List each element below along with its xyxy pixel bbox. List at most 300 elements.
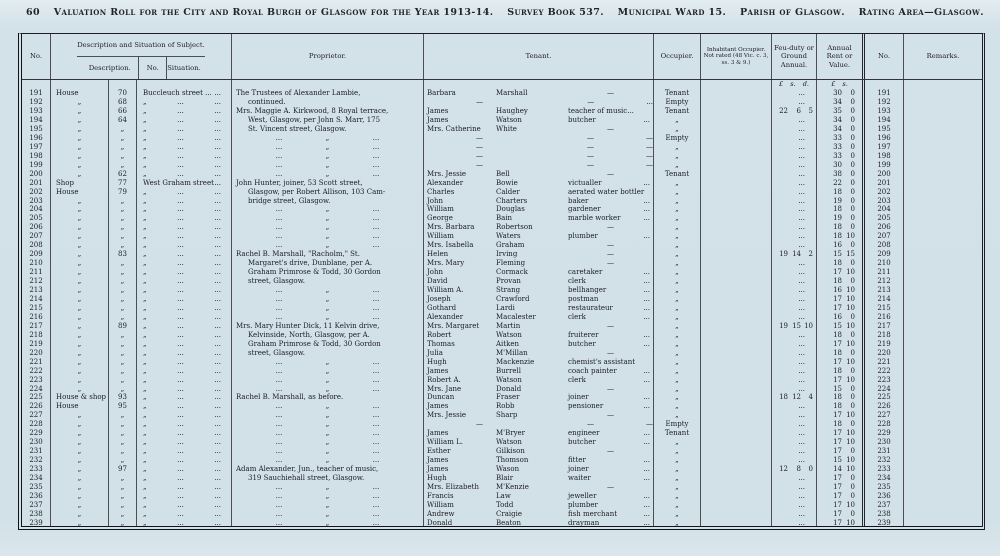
- cell-inhabitant-occupier: [701, 474, 772, 483]
- cell-description: „: [51, 170, 109, 179]
- cell-no2: 208: [862, 241, 904, 250]
- col-header-remarks: Remarks.: [926, 52, 960, 61]
- cell-remarks: [904, 510, 982, 519]
- cell-annual-rent: 17 0: [833, 509, 855, 518]
- cell-description: „: [51, 384, 109, 393]
- cell-feu-duty: ...: [772, 438, 817, 447]
- cell-no: 232: [22, 456, 51, 465]
- cell-tenant: — — —: [424, 134, 654, 143]
- cell-occupier: „: [654, 179, 701, 188]
- table-row: [22, 89, 982, 98]
- cell-description: House: [51, 187, 109, 196]
- cell-description: „: [51, 456, 109, 465]
- cell-situation: „ ... ...: [137, 295, 232, 304]
- cell-description: „: [51, 98, 109, 107]
- cell-no: 231: [22, 447, 51, 456]
- cell-occupier: Tenant: [654, 170, 701, 179]
- cell-annual-rent: 19 0: [833, 214, 855, 223]
- cell-tenant: James Robb pensioner ...: [424, 402, 654, 411]
- cell-tenant: — — —: [424, 152, 654, 161]
- cell-occupier: „: [654, 519, 701, 528]
- cell-no2: 195: [862, 125, 904, 134]
- table-row: [22, 384, 982, 393]
- cell-no: 233: [22, 465, 51, 474]
- cell-annual-rent: 17 0: [833, 474, 855, 483]
- cell-situation: „ ... ...: [137, 402, 232, 411]
- cell-proprietor: ... „ ...: [232, 483, 424, 492]
- cell-inhabitant-occupier: [701, 259, 772, 268]
- cell-feu-duty: ...: [772, 510, 817, 519]
- cell-situation: „ ... ...: [137, 519, 232, 528]
- cell-occupier: „: [654, 358, 701, 367]
- table-row: [22, 483, 982, 492]
- cell-no2: 225: [862, 393, 904, 402]
- cell-remarks: [904, 250, 982, 259]
- cell-no2: 210: [862, 259, 904, 268]
- cell-tenant: James Watson butcher ...: [424, 116, 654, 125]
- cell-feu-duty: 12 8 0: [772, 465, 817, 474]
- cell-inhabitant-occupier: [701, 501, 772, 510]
- cell-proprietor: ... „ ...: [232, 214, 424, 223]
- cell-feu-duty: ...: [772, 447, 817, 456]
- cell-street-no: „: [109, 152, 137, 161]
- col-header-description: Description.: [81, 57, 139, 79]
- cell-situation: „ ... ...: [137, 438, 232, 447]
- cell-no: 207: [22, 232, 51, 241]
- cell-annual-rent: 34 0: [833, 124, 855, 133]
- cell-feu-duty: ...: [772, 241, 817, 250]
- cell-tenant: Mrs. Mary Fleming —: [424, 259, 654, 268]
- cell-feu-duty: ...: [772, 295, 817, 304]
- cell-situation: „ ... ...: [137, 465, 232, 474]
- cell-description: „: [51, 501, 109, 510]
- cell-no: 195: [22, 125, 51, 134]
- cell-feu-duty: ...: [772, 89, 817, 98]
- cell-proprietor: ... „ ...: [232, 143, 424, 152]
- cell-no2: 222: [862, 367, 904, 376]
- cell-situation: „ ... ...: [137, 268, 232, 277]
- cell-proprietor: ... „ ...: [232, 223, 424, 232]
- table-row: [22, 286, 982, 295]
- cell-situation: „ ... ...: [137, 250, 232, 259]
- cell-situation: „ ... ...: [137, 331, 232, 340]
- rating-area: Rating Area—Glasgow.: [858, 7, 984, 18]
- table-row: [22, 331, 982, 340]
- cell-inhabitant-occupier: [701, 358, 772, 367]
- cell-remarks: [904, 501, 982, 510]
- cell-no: 199: [22, 161, 51, 170]
- cell-situation: Buccleuch street ... ...: [137, 89, 232, 98]
- cell-remarks: [904, 393, 982, 402]
- cell-annual-rent: 17 0: [833, 483, 855, 492]
- cell-no: 215: [22, 304, 51, 313]
- cell-description: „: [51, 268, 109, 277]
- cell-no2: 230: [862, 438, 904, 447]
- cell-tenant: Charles Calder aerated water bottler: [424, 187, 654, 196]
- cell-tenant: Mrs. Jane Donald —: [424, 384, 654, 393]
- col-header-no2: No.: [862, 34, 904, 79]
- cell-situation: „ ... ...: [137, 143, 232, 152]
- page-header: [0, 7, 1000, 18]
- table-body: [22, 89, 982, 528]
- cell-inhabitant-occupier: [701, 98, 772, 107]
- cell-occupier: „: [654, 349, 701, 358]
- cell-situation: „ ... ...: [137, 393, 232, 402]
- col-header-no: No.: [22, 34, 51, 79]
- table-row: [22, 340, 982, 349]
- cell-no2: 237: [862, 501, 904, 510]
- cell-tenant: Robert A. Watson clerk ...: [424, 376, 654, 385]
- cell-description: „: [51, 474, 109, 483]
- cell-street-no: „: [109, 358, 137, 367]
- cell-inhabitant-occupier: [701, 286, 772, 295]
- cell-occupier: „: [654, 501, 701, 510]
- cell-feu-duty: ...: [772, 376, 817, 385]
- cell-feu-duty: ...: [772, 358, 817, 367]
- cell-no: 218: [22, 331, 51, 340]
- cell-situation: „ ... ...: [137, 125, 232, 134]
- table-row: [22, 107, 982, 116]
- cell-annual-rent: 17 0: [833, 447, 855, 456]
- cell-proprietor: ... „ ...: [232, 429, 424, 438]
- cell-occupier: „: [654, 483, 701, 492]
- cell-proprietor: ... „ ...: [232, 510, 424, 519]
- cell-street-no: „: [109, 411, 137, 420]
- cell-inhabitant-occupier: [701, 295, 772, 304]
- cell-street-no: „: [109, 331, 137, 340]
- valuation-table: [18, 33, 985, 530]
- table-row: [22, 152, 982, 161]
- cell-proprietor: Margaret's drive, Dunblane, per A.: [232, 259, 424, 268]
- cell-description: „: [51, 134, 109, 143]
- cell-street-no: „: [109, 232, 137, 241]
- cell-street-no: 68: [109, 98, 137, 107]
- cell-street-no: „: [109, 313, 137, 322]
- cell-proprietor: bridge street, Glasgow.: [232, 196, 424, 205]
- cell-remarks: [904, 313, 982, 322]
- cell-description: House: [51, 89, 109, 98]
- cell-situation: „ ... ...: [137, 420, 232, 429]
- cell-feu-duty: ...: [772, 134, 817, 143]
- cell-proprietor: ... „ ...: [232, 411, 424, 420]
- cell-situation: „ ... ...: [137, 107, 232, 116]
- cell-feu-duty: ...: [772, 259, 817, 268]
- cell-tenant: Esther Gilkison —: [424, 447, 654, 456]
- cell-tenant: — — —: [424, 143, 654, 152]
- cell-street-no: 89: [109, 322, 137, 331]
- cell-no: 192: [22, 98, 51, 107]
- cell-situation: „ ... ...: [137, 456, 232, 465]
- cell-proprietor: Mrs. Maggie A. Kirkwood, 8 Royal terrace,: [232, 107, 424, 116]
- cell-inhabitant-occupier: [701, 384, 772, 393]
- cell-no2: 219: [862, 340, 904, 349]
- cell-inhabitant-occupier: [701, 402, 772, 411]
- cell-no: 235: [22, 483, 51, 492]
- cell-proprietor: ... „ ...: [232, 134, 424, 143]
- cell-remarks: [904, 98, 982, 107]
- cell-annual-rent: 38 0: [833, 169, 855, 178]
- cell-proprietor: ... „ ...: [232, 456, 424, 465]
- cell-no: 220: [22, 349, 51, 358]
- cell-street-no: 77: [109, 179, 137, 188]
- cell-description: „: [51, 420, 109, 429]
- cell-occupier: „: [654, 250, 701, 259]
- cell-annual-rent: 15 0: [833, 384, 855, 393]
- cell-no: 237: [22, 501, 51, 510]
- cell-description: „: [51, 510, 109, 519]
- cell-no: 216: [22, 313, 51, 322]
- cell-inhabitant-occupier: [701, 161, 772, 170]
- table-row: [22, 358, 982, 367]
- cell-inhabitant-occupier: [701, 187, 772, 196]
- cell-tenant: Alexander Macalester clerk ...: [424, 313, 654, 322]
- cell-no: 196: [22, 134, 51, 143]
- cell-situation: „ ... ...: [137, 474, 232, 483]
- cell-tenant: William Douglas gardener ...: [424, 205, 654, 214]
- cell-no2: 196: [862, 134, 904, 143]
- cell-inhabitant-occupier: [701, 492, 772, 501]
- cell-annual-rent: 17 10: [833, 295, 855, 303]
- page-number: 60: [26, 7, 41, 18]
- cell-feu-duty: ...: [772, 384, 817, 393]
- table-row: [22, 187, 982, 196]
- table-row: [22, 420, 982, 429]
- cell-street-no: „: [109, 384, 137, 393]
- cell-annual-rent: 18 10: [833, 232, 855, 241]
- table-row: [22, 143, 982, 152]
- cell-no: 214: [22, 295, 51, 304]
- cell-no: 193: [22, 107, 51, 116]
- cell-occupier: „: [654, 125, 701, 134]
- rent-currency-label: £ s.: [831, 80, 848, 88]
- cell-description: „: [51, 116, 109, 125]
- cell-tenant: James Wason joiner ...: [424, 465, 654, 474]
- cell-street-no: „: [109, 277, 137, 286]
- cell-annual-rent: 17 10: [833, 303, 855, 312]
- cell-situation: „ ... ...: [137, 313, 232, 322]
- cell-remarks: [904, 474, 982, 483]
- cell-feu-duty: ...: [772, 179, 817, 188]
- cell-no2: 203: [862, 196, 904, 205]
- cell-tenant: Mrs. Jessie Sharp —: [424, 411, 654, 420]
- cell-situation: „ ... ...: [137, 358, 232, 367]
- cell-tenant: William Todd plumber ...: [424, 501, 654, 510]
- cell-annual-rent: 17 10: [833, 339, 855, 348]
- cell-no: 191: [22, 89, 51, 98]
- cell-street-no: „: [109, 483, 137, 492]
- cell-occupier: „: [654, 376, 701, 385]
- cell-description: Shop: [51, 179, 109, 188]
- cell-no2: 232: [862, 456, 904, 465]
- cell-annual-rent: 22 0: [833, 178, 855, 187]
- cell-situation: „ ... ...: [137, 187, 232, 196]
- cell-no: 211: [22, 268, 51, 277]
- cell-street-no: „: [109, 134, 137, 143]
- cell-tenant: Mrs. Margaret Martin —: [424, 322, 654, 331]
- cell-description: „: [51, 429, 109, 438]
- cell-occupier: „: [654, 277, 701, 286]
- cell-description: „: [51, 313, 109, 322]
- cell-no2: 205: [862, 214, 904, 223]
- col-group-description-situation: [51, 34, 232, 79]
- cell-street-no: „: [109, 196, 137, 205]
- cell-tenant: James Burrell coach painter ...: [424, 367, 654, 376]
- cell-situation: „ ... ...: [137, 152, 232, 161]
- cell-no2: 197: [862, 143, 904, 152]
- cell-inhabitant-occupier: [701, 331, 772, 340]
- table-row: [22, 232, 982, 241]
- cell-no: 206: [22, 223, 51, 232]
- cell-occupier: „: [654, 116, 701, 125]
- cell-feu-duty: ...: [772, 196, 817, 205]
- cell-situation: „ ... ...: [137, 170, 232, 179]
- cell-inhabitant-occupier: [701, 447, 772, 456]
- cell-inhabitant-occupier: [701, 143, 772, 152]
- cell-no2: 191: [862, 89, 904, 98]
- cell-proprietor: ... „ ...: [232, 447, 424, 456]
- cell-proprietor: Kelvinside, North, Glasgow, per A.: [232, 331, 424, 340]
- cell-feu-duty: 22 6 5: [772, 107, 817, 116]
- table-row: [22, 161, 982, 170]
- cell-no: 203: [22, 196, 51, 205]
- cell-occupier: „: [654, 474, 701, 483]
- cell-description: „: [51, 250, 109, 259]
- table-row: [22, 223, 982, 232]
- cell-description: „: [51, 349, 109, 358]
- cell-inhabitant-occupier: [701, 250, 772, 259]
- cell-annual-rent: 18 0: [833, 223, 855, 232]
- cell-feu-duty: ...: [772, 223, 817, 232]
- cell-proprietor: ... „ ...: [232, 367, 424, 376]
- cell-remarks: [904, 349, 982, 358]
- cell-description: „: [51, 295, 109, 304]
- cell-annual-rent: 35 0: [833, 106, 855, 115]
- cell-no: 229: [22, 429, 51, 438]
- cell-tenant: Francis Law jeweller ...: [424, 492, 654, 501]
- cell-feu-duty: ...: [772, 161, 817, 170]
- cell-situation: „ ... ...: [137, 205, 232, 214]
- cell-situation: „ ... ...: [137, 161, 232, 170]
- cell-feu-duty: ...: [772, 483, 817, 492]
- cell-description: „: [51, 492, 109, 501]
- cell-description: „: [51, 519, 109, 528]
- cell-situation: „ ... ...: [137, 232, 232, 241]
- cell-occupier: „: [654, 393, 701, 402]
- cell-occupier: Tenant: [654, 429, 701, 438]
- cell-remarks: [904, 331, 982, 340]
- table-row: [22, 474, 982, 483]
- table-row: [22, 465, 982, 474]
- table-row: [22, 295, 982, 304]
- cell-tenant: Hugh Blair waiter ...: [424, 474, 654, 483]
- table-row: [22, 393, 982, 402]
- cell-description: „: [51, 241, 109, 250]
- cell-occupier: „: [654, 322, 701, 331]
- table-row: [22, 116, 982, 125]
- cell-no2: 214: [862, 295, 904, 304]
- cell-description: „: [51, 223, 109, 232]
- cell-feu-duty: ...: [772, 286, 817, 295]
- cell-no: 239: [22, 519, 51, 528]
- cell-tenant: Alexander Bowie victualler ...: [424, 179, 654, 188]
- cell-annual-rent: 18 0: [833, 393, 855, 402]
- cell-feu-duty: ...: [772, 143, 817, 152]
- cell-inhabitant-occupier: [701, 393, 772, 402]
- cell-street-no: „: [109, 438, 137, 447]
- cell-occupier: „: [654, 510, 701, 519]
- cell-no: 202: [22, 187, 51, 196]
- cell-remarks: [904, 107, 982, 116]
- cell-no2: 227: [862, 411, 904, 420]
- cell-situation: „ ... ...: [137, 304, 232, 313]
- cell-no: 222: [22, 367, 51, 376]
- cell-situation: „ ... ...: [137, 134, 232, 143]
- cell-inhabitant-occupier: [701, 214, 772, 223]
- cell-remarks: [904, 384, 982, 393]
- cell-occupier: „: [654, 367, 701, 376]
- cell-street-no: „: [109, 492, 137, 501]
- cell-street-no: „: [109, 340, 137, 349]
- cell-tenant: Mrs. Isabella Graham —: [424, 241, 654, 250]
- cell-street-no: 95: [109, 402, 137, 411]
- cell-situation: „ ... ...: [137, 483, 232, 492]
- cell-no: 205: [22, 214, 51, 223]
- cell-occupier: „: [654, 384, 701, 393]
- cell-annual-rent: 18 0: [833, 348, 855, 357]
- cell-no: 197: [22, 143, 51, 152]
- cell-tenant: James Thomson fitter ...: [424, 456, 654, 465]
- cell-no: 217: [22, 322, 51, 331]
- cell-no2: 236: [862, 492, 904, 501]
- cell-inhabitant-occupier: [701, 510, 772, 519]
- cell-feu-duty: ...: [772, 340, 817, 349]
- cell-description: „: [51, 161, 109, 170]
- cell-occupier: „: [654, 205, 701, 214]
- cell-remarks: [904, 134, 982, 143]
- cell-annual-rent: 17 10: [833, 411, 855, 420]
- cell-remarks: [904, 268, 982, 277]
- cell-feu-duty: ...: [772, 492, 817, 501]
- cell-inhabitant-occupier: [701, 349, 772, 358]
- cell-no: 234: [22, 474, 51, 483]
- cell-street-no: „: [109, 429, 137, 438]
- cell-annual-rent: 18 0: [833, 277, 855, 286]
- cell-feu-duty: 19 15 10: [772, 322, 817, 331]
- cell-remarks: [904, 125, 982, 134]
- table-row: [22, 376, 982, 385]
- cell-remarks: [904, 170, 982, 179]
- cell-description: „: [51, 232, 109, 241]
- cell-feu-duty: ...: [772, 420, 817, 429]
- cell-proprietor: ... „ ...: [232, 161, 424, 170]
- cell-proprietor: 319 Sauchiehall street, Glasgow.: [232, 474, 424, 483]
- cell-occupier: „: [654, 295, 701, 304]
- cell-proprietor: ... „ ...: [232, 501, 424, 510]
- cell-feu-duty: ...: [772, 519, 817, 528]
- cell-proprietor: ... „ ...: [232, 304, 424, 313]
- cell-occupier: Tenant: [654, 107, 701, 116]
- cell-remarks: [904, 187, 982, 196]
- cell-no2: 202: [862, 187, 904, 196]
- cell-tenant: William Waters plumber ...: [424, 232, 654, 241]
- cell-remarks: [904, 205, 982, 214]
- cell-street-no: 93: [109, 393, 137, 402]
- cell-situation: „ ... ...: [137, 277, 232, 286]
- cell-proprietor: Adam Alexander, Jun., teacher of music,: [232, 465, 424, 474]
- doc-title: Valuation Roll for the City and Royal Burgh of Glasgow for the Year 1913-14.: [53, 7, 494, 18]
- cell-situation: „ ... ...: [137, 429, 232, 438]
- cell-no2: 201: [862, 179, 904, 188]
